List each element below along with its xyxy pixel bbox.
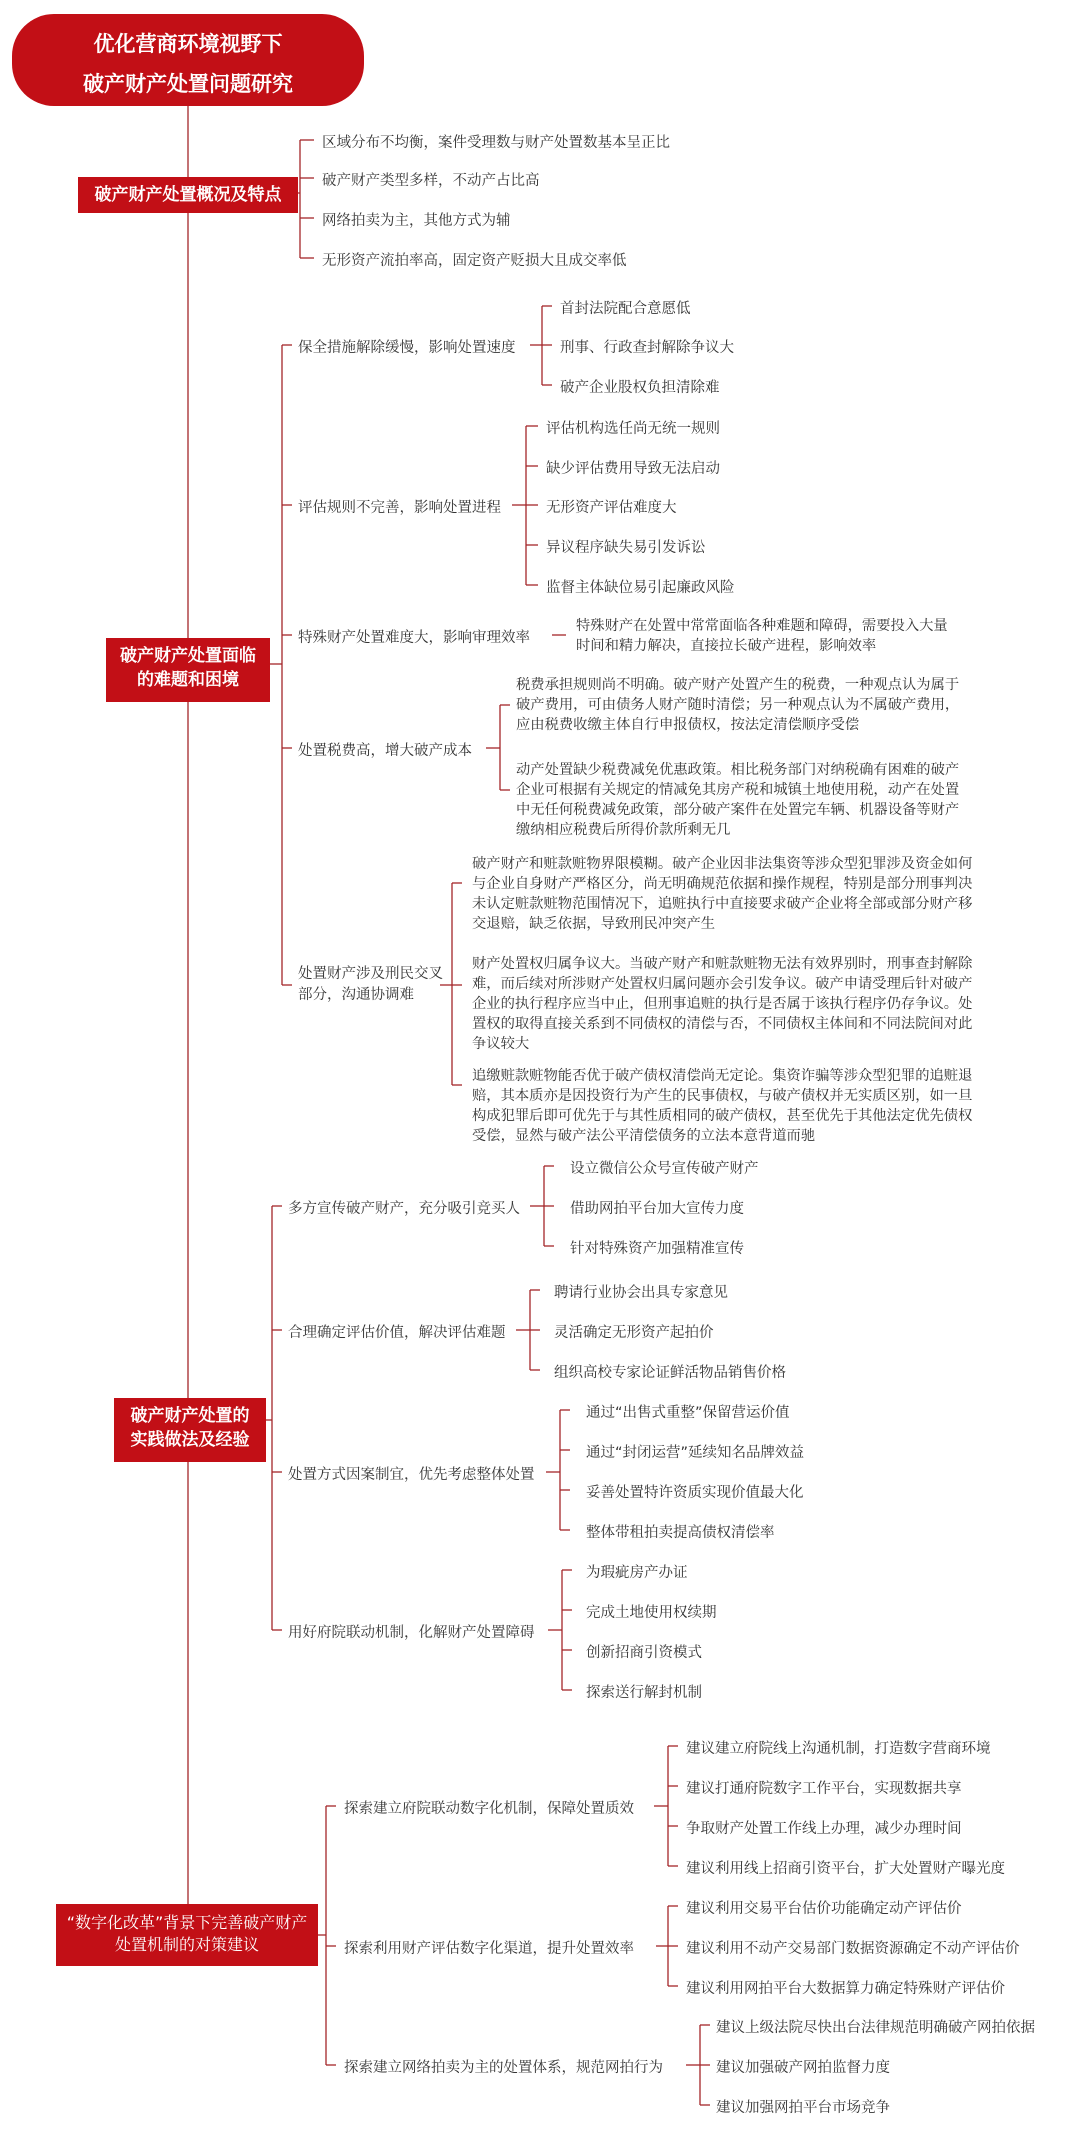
section-overview: 破产财产处置概况及特点 (78, 177, 298, 213)
suggestion-detail: 建议利用线上招商引资平台，扩大处置财产曝光度 (686, 1861, 1005, 1877)
practice-topic: 多方宣传破产财产，充分吸引竞买人 (288, 1201, 520, 1217)
suggestion-detail: 建议建立府院线上沟通机制，打造数字营商环境 (686, 1741, 991, 1757)
suggestion-topic: 探索建立府院联动数字化机制，保障处置质效 (344, 1801, 634, 1817)
difficulty-detail: 破产企业股权负担清除难 (560, 380, 720, 396)
practice-detail: 通过“出售式重整”保留营运价值 (586, 1405, 790, 1421)
section-suggestions: “数字化改革”背景下完善破产财产处置机制的对策建议 (56, 1904, 318, 1966)
difficulty-paragraph: 破产财产和赃款赃物界限模糊。破产企业因非法集资等涉众型犯罪涉及资金如何与企业自身财产严格区分，尚无明确规范依据和操作规程，特别是部分刑事判决未认定赃款赃物范围情况下，追赃执行中直接要求破产企业将全部或部分财产移交退赔，缺乏依据，导致刑民冲突产生 (472, 856, 973, 932)
difficulty-topic: 处置税费高，增大破产成本 (298, 743, 472, 759)
overview-item: 网络拍卖为主，其他方式为辅 (322, 213, 511, 229)
suggestion-detail: 争取财产处置工作线上办理，减少办理时间 (686, 1821, 962, 1837)
practice-detail: 为瑕疵房产办证 (586, 1565, 688, 1581)
difficulty-topic: 评估规则不完善，影响处置进程 (298, 500, 501, 516)
difficulty-paragraph: 财产处置权归属争议大。当破产财产和赃款赃物无法有效界别时，刑事查封解除难，而后续对所涉财产处置权归属问题亦会引发争议。破产申请受理后针对破产企业的执行程序应当中止，但刑事追赃的执行是否属于该执行程序仍存争议。处置权的取得直接关系到不同债权的清偿与否，不同债权主体间和不同法院间对此争议较大 (472, 956, 973, 1052)
suggestion-detail: 建议加强网拍平台市场竞争 (716, 2100, 890, 2116)
title-line-2: 破产财产处置问题研究 (83, 72, 293, 96)
difficulty-detail: 缺少评估费用导致无法启动 (546, 461, 720, 477)
section-practices: 破产财产处置的实践做法及经验 (114, 1398, 266, 1462)
practice-topic: 合理确定评估价值，解决评估难题 (288, 1325, 506, 1341)
difficulty-paragraph: 追缴赃款赃物能否优于破产债权清偿尚无定论。集资诈骗等涉众型犯罪的追赃退赔，其本质亦是因投资行为产生的民事债权，与破产债权并无实质区别，如一旦构成犯罪后即可优先于与其性质相同的破产债权，甚至优先于其他法定优先债权受偿，显然与破产法公平清偿债务的立法本意背道而驰 (472, 1068, 973, 1144)
practice-detail: 针对特殊资产加强精准宣传 (570, 1241, 744, 1257)
suggestion-detail: 建议加强破产网拍监督力度 (716, 2060, 890, 2076)
suggestion-detail: 建议利用不动产交易部门数据资源确定不动产评估价 (686, 1941, 1020, 1957)
difficulty-detail: 刑事、行政查封解除争议大 (560, 340, 734, 356)
overview-item: 区域分布不均衡，案件受理数与财产处置数基本呈正比 (322, 135, 670, 151)
title-line-1: 优化营商环境视野下 (93, 32, 283, 56)
suggestion-detail: 建议利用交易平台估价功能确定动产评估价 (686, 1901, 962, 1917)
suggestion-detail: 建议利用网拍平台大数据算力确定特殊财产评估价 (686, 1981, 1005, 1997)
overview-item: 无形资产流拍率高，固定资产贬损大且成交率低 (322, 253, 627, 269)
root-title (12, 14, 364, 106)
practice-topic: 处置方式因案制宜，优先考虑整体处置 (288, 1467, 535, 1483)
difficulty-detail: 首封法院配合意愿低 (560, 301, 691, 317)
practice-detail: 借助网拍平台加大宣传力度 (570, 1201, 744, 1217)
suggestion-topic: 探索建立网络拍卖为主的处置体系，规范网拍行为 (344, 2060, 663, 2076)
suggestion-detail: 建议打通府院数字工作平台，实现数据共享 (686, 1781, 962, 1797)
difficulty-detail: 监督主体缺位易引起廉政风险 (546, 580, 735, 596)
practice-detail: 通过“封闭运营”延续知名品牌效益 (586, 1445, 805, 1461)
suggestion-detail: 建议上级法院尽快出台法律规范明确破产网拍依据 (716, 2020, 1035, 2036)
practice-detail: 妥善处置特许资质实现价值最大化 (586, 1485, 804, 1501)
practice-detail: 完成土地使用权续期 (586, 1605, 717, 1621)
suggestion-topic: 探索利用财产评估数字化渠道，提升处置效率 (344, 1941, 634, 1957)
difficulty-detail: 无形资产评估难度大 (546, 500, 677, 516)
practice-topic: 用好府院联动机制，化解财产处置障碍 (288, 1625, 535, 1641)
practice-detail: 组织高校专家论证鲜活物品销售价格 (554, 1365, 786, 1381)
practice-detail: 设立微信公众号宣传破产财产 (570, 1161, 759, 1177)
difficulty-detail: 异议程序缺失易引发诉讼 (546, 540, 706, 556)
difficulty-topic: 保全措施解除缓慢，影响处置速度 (298, 340, 516, 356)
practice-detail: 创新招商引资模式 (586, 1645, 702, 1661)
difficulty-detail: 评估机构选任尚无统一规则 (546, 421, 720, 437)
difficulty-paragraph: 税费承担规则尚不明确。破产财产处置产生的税费，一种观点认为属于破产费用，可由债务人财产随时清偿；另一种观点认为不属破产费用，应由税费收缴主体自行申报债权，按法定清偿顺序受偿 (516, 677, 960, 733)
overview-item: 破产财产类型多样，不动产占比高 (322, 173, 540, 189)
difficulty-topic: 处置财产涉及刑民交叉部分，沟通协调难 (298, 966, 443, 1003)
difficulty-topic: 特殊财产处置难度大，影响审理效率 (298, 630, 530, 646)
difficulty-paragraph: 特殊财产在处置中常常面临各种难题和障碍，需要投入大量时间和精力解决，直接拉长破产进程，影响效率 (576, 618, 948, 654)
practice-detail: 整体带租拍卖提高债权清偿率 (586, 1525, 775, 1541)
practice-detail: 聘请行业协会出具专家意见 (554, 1285, 728, 1301)
section-difficulties: 破产财产处置面临的难题和困境 (106, 638, 270, 702)
practice-detail: 探索送行解封机制 (586, 1685, 702, 1701)
practice-detail: 灵活确定无形资产起拍价 (554, 1325, 714, 1341)
difficulty-paragraph: 动产处置缺少税费减免优惠政策。相比税务部门对纳税确有困难的破产企业可根据有关规定的情减免其房产税和城镇土地使用税，动产在处置中无任何税费减免政策，部分破产案件在处置完车辆、机器设备等财产缴纳相应税费后所得价款所剩无几 (516, 762, 960, 838)
